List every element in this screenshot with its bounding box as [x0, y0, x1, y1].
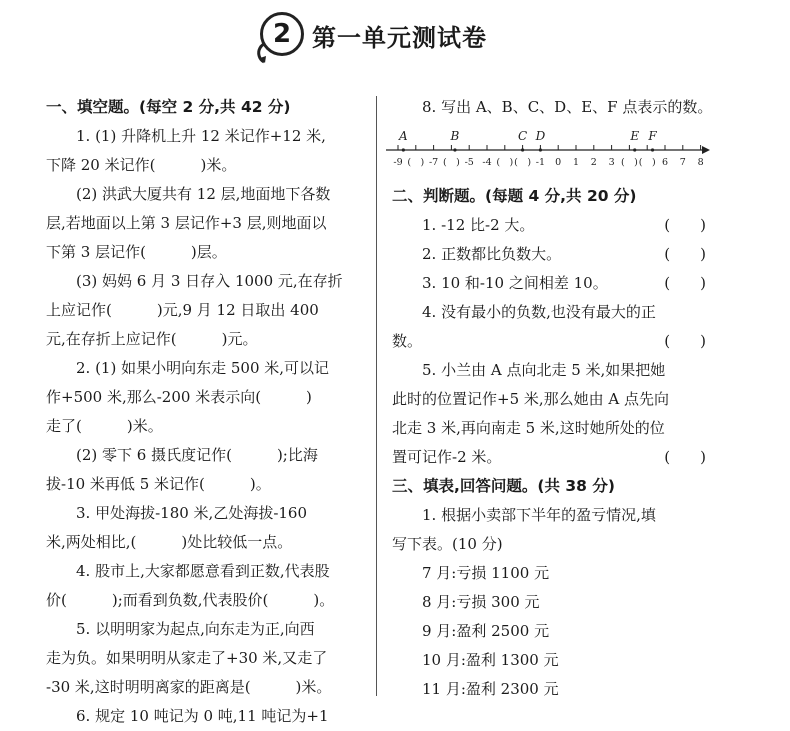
- tick-label: -9: [393, 157, 403, 168]
- question-line: 6. 规定 10 吨记为 0 吨,11 吨记为+1: [76, 707, 329, 725]
- question-line: 走为负。如果明明从家走了+30 米,又走了: [46, 649, 328, 667]
- judge-text: 此时的位置记作+5 米,那么她由 A 点先向: [392, 390, 670, 408]
- tick-label: -7: [428, 157, 439, 168]
- question-line: (3) 妈妈 6 月 3 日存入 1000 元,在存折: [76, 272, 343, 290]
- tick-label: -5: [464, 157, 474, 168]
- judge-text: 置可记作-2 米。: [392, 448, 502, 466]
- month-item: 9 月:盈利 2500 元: [422, 622, 550, 640]
- left-column: [46, 93, 366, 731]
- number-line: [392, 124, 722, 182]
- question-8: 8. 写出 A、B、C、D、E、F 点表示的数。: [422, 98, 713, 116]
- judge-text: 北走 3 米,再向南走 5 米,这时她所处的位: [392, 419, 665, 437]
- question-line: 拔-10 米再低 5 米记作( )。: [46, 475, 271, 493]
- tick-label: ( ): [638, 157, 656, 168]
- point-label: B: [450, 129, 460, 143]
- judge-item: [392, 269, 722, 298]
- judge-item: [392, 443, 722, 472]
- point-label: D: [535, 129, 546, 143]
- question-line: 作+500 米,那么-200 米表示向( ): [46, 388, 312, 406]
- month-item: 8 月:亏损 300 元: [422, 593, 540, 611]
- question-line: 下降 20 米记作( )米。: [46, 156, 237, 174]
- point-marker: [539, 148, 542, 151]
- tick-label: ( ): [407, 157, 425, 168]
- point-marker: [521, 148, 524, 151]
- section-title-table: 三、填表,回答问题。(共 38 分): [392, 477, 615, 495]
- tick-label: -1: [535, 157, 546, 168]
- judge-item: [392, 240, 722, 269]
- question-line: 5. 以明明家为起点,向东走为正,向西: [76, 620, 315, 638]
- tick-label: ( ): [442, 157, 460, 168]
- tick-label: 2: [590, 157, 597, 168]
- tick-label: ( ): [514, 157, 532, 168]
- month-item: 11 月:盈利 2300 元: [422, 680, 559, 698]
- question-line: 1. (1) 升降机上升 12 米记作+12 米,: [76, 127, 326, 145]
- number-line-svg: [384, 124, 714, 182]
- question-line: 3. 甲处海拔-180 米,乙处海拔-160: [76, 504, 308, 522]
- tick-label: 3: [608, 157, 615, 168]
- page-header: [0, 0, 790, 80]
- tick-label: 6: [661, 157, 669, 168]
- month-item: 10 月:盈利 1300 元: [422, 651, 559, 669]
- question-line: 走了( )米。: [46, 417, 163, 435]
- question-line: (2) 零下 6 摄氏度记作( );比海: [76, 446, 318, 464]
- column-divider: [376, 96, 377, 696]
- right-column: [392, 93, 722, 704]
- answer-blank[interactable]: ( ): [664, 332, 706, 350]
- question-line: 4. 股市上,大家都愿意看到正数,代表股: [76, 562, 330, 580]
- section-title-judge: 二、判断题。(每题 4 分,共 20 分): [392, 187, 637, 205]
- answer-blank[interactable]: ( ): [664, 274, 706, 292]
- tick-label: -4: [482, 157, 492, 168]
- question-line: 上应记作( )元,9 月 12 日取出 400: [46, 301, 319, 319]
- answer-blank[interactable]: ( ): [664, 245, 706, 263]
- tick-label: 7: [679, 157, 686, 168]
- judge-item: [392, 327, 722, 356]
- tick-label: 1: [572, 157, 580, 168]
- tick-label: 0: [555, 157, 562, 168]
- section-title-fill-blanks: 一、填空题。(每空 2 分,共 42 分): [46, 98, 291, 116]
- point-marker: [453, 148, 456, 151]
- point-marker: [651, 148, 654, 151]
- judge-text: 1. -12 比-2 大。: [422, 216, 535, 234]
- tick-label: 8: [697, 157, 704, 168]
- judge-text: 5. 小兰由 A 点向北走 5 米,如果把她: [422, 361, 666, 379]
- question-line: (2) 洪武大厦共有 12 层,地面地下各数: [76, 185, 331, 203]
- judge-item: [392, 211, 722, 240]
- question-line: 下第 3 层记作( )层。: [46, 243, 227, 261]
- tick-label: ( ): [496, 157, 514, 168]
- answer-blank[interactable]: ( ): [664, 448, 706, 466]
- page-title: 第一单元测试卷: [312, 24, 487, 52]
- axis-arrow-icon: [702, 146, 710, 154]
- point-label: E: [630, 129, 640, 143]
- question-line: 写下表。(10 分): [392, 535, 503, 553]
- question-line: 价( );而看到负数,代表股价( )。: [46, 591, 335, 609]
- question-line: -30 米,这时明明离家的距离是( )米。: [46, 678, 332, 696]
- unit-number-badge: 2: [260, 12, 304, 56]
- question-line: 元,在存折上应记作( )元。: [46, 330, 258, 348]
- judge-text: 数。: [392, 332, 423, 350]
- judge-text: 4. 没有最小的负数,也没有最大的正: [422, 303, 656, 321]
- point-label: A: [399, 129, 408, 143]
- month-item: 7 月:亏损 1100 元: [422, 564, 550, 582]
- point-label: C: [518, 129, 528, 143]
- question-line: 米,两处相比,( )处比较低一点。: [46, 533, 293, 551]
- question-line: 1. 根据小卖部下半年的盈亏情况,填: [422, 506, 656, 524]
- point-marker: [633, 148, 636, 151]
- answer-blank[interactable]: ( ): [664, 216, 706, 234]
- point-label: F: [648, 129, 657, 143]
- tick-label: ( ): [620, 157, 638, 168]
- question-line: 2. (1) 如果小明向东走 500 米,可以记: [76, 359, 330, 377]
- point-marker: [402, 148, 405, 151]
- judge-text: 3. 10 和-10 之间相差 10。: [422, 274, 608, 292]
- judge-text: 2. 正数都比负数大。: [422, 245, 562, 263]
- question-line: 层,若地面以上第 3 层记作+3 层,则地面以: [46, 214, 327, 232]
